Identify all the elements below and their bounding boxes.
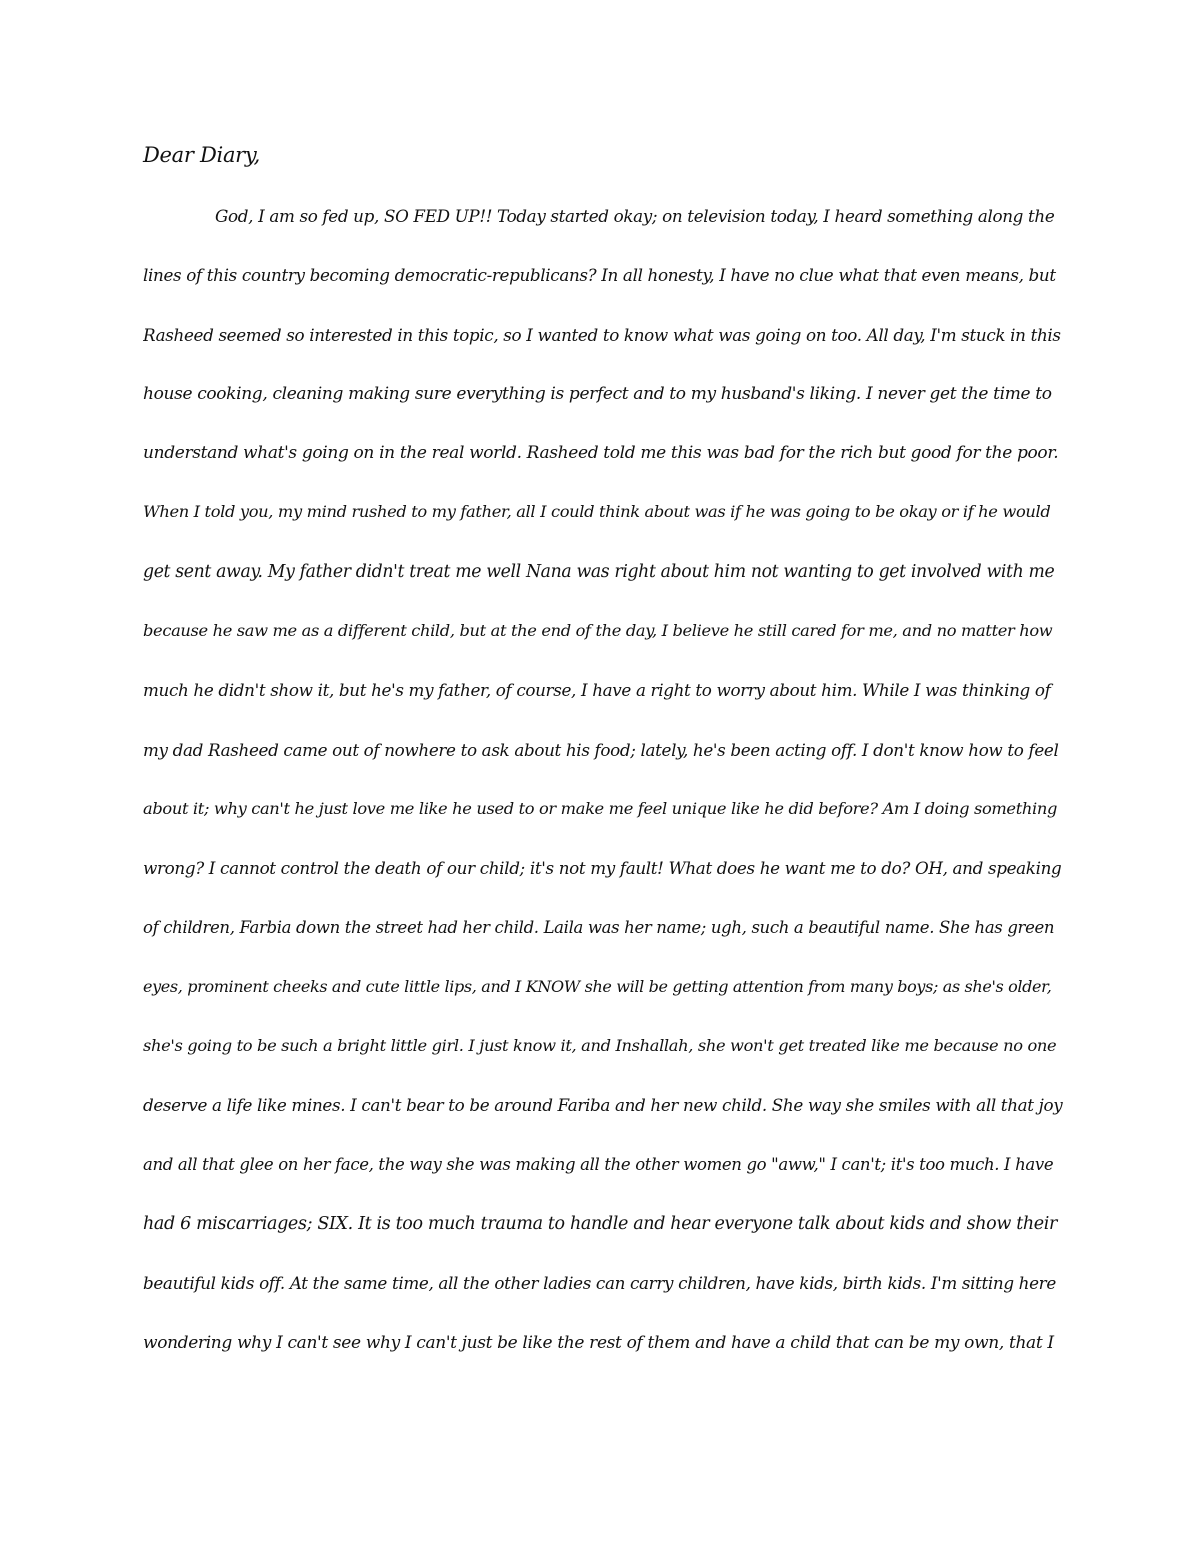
body-line: deserve a life like mines. I can't bear to be around Fariba and her new child. She way she smiles with all that joy [143,1095,1063,1116]
body-line: lines of this country becoming democratic-republicans? In all honesty, I have no clue what that even means, but [143,265,1056,286]
body-line: beautiful kids off. At the same time, all the other ladies can carry children, have kids, birth kids. I'm sitting here [143,1273,1056,1294]
body-line: and all that glee on her face, the way she was making all the other women go "aww," I can't; it's too much. I have [143,1154,1054,1174]
diary-body [143,200,1063,1386]
body-line: about it; why can't he just love me like he used to or make me feel unique like he did before? Am I doing something [143,798,1058,818]
body-line: eyes, prominent cheeks and cute little lips, and I KNOW she will be getting attention from many boys; as she's older, [143,976,1052,996]
body-line: get sent away. My father didn't treat me well Nana was right about him not wanting to get involved with me [143,561,1055,582]
body-line: Rasheed seemed so interested in this topic, so I wanted to know what was going on too. All day, I'm stuck in this [143,324,1061,345]
body-line: God, I am so fed up, SO FED UP!! Today started okay; on television today, I heard something along the [215,206,1055,226]
body-line: When I told you, my mind rushed to my father, all I could think about was if he was going to be okay or if he would [143,502,1051,522]
body-line: understand what's going on in the real world. Rasheed told me this was bad for the rich but good for the poor. [143,443,1059,464]
body-line: wondering why I can't see why I can't just be like the rest of them and have a child that can be my own, that I [143,1332,1054,1353]
body-line: my dad Rasheed came out of nowhere to ask about his food; lately, he's been acting off. I don't know how to feel [143,739,1059,760]
body-line: wrong? I cannot control the death of our child; it's not my fault! What does he want me to do? OH, and speaking [143,858,1062,879]
body-line: of children, Farbia down the street had her child. Laila was her name; ugh, such a beautiful name. She has green [143,917,1055,937]
body-line: much he didn't show it, but he's my father, of course, I have a right to worry about him. While I was thinking of [143,680,1051,701]
body-line: house cooking, cleaning making sure everything is perfect and to my husband's liking. I never get the time to [143,383,1052,404]
body-line: had 6 miscarriages; SIX. It is too much trauma to handle and hear everyone talk about kids and show their [143,1214,1058,1235]
body-line: she's going to be such a bright little girl. I just know it, and Inshallah, she won't get treated like me because no one [143,1036,1057,1056]
diary-salutation: Dear Diary, [143,143,261,167]
body-line: because he saw me as a different child, but at the end of the day, I believe he still cared for me, and no matter how [143,621,1053,641]
